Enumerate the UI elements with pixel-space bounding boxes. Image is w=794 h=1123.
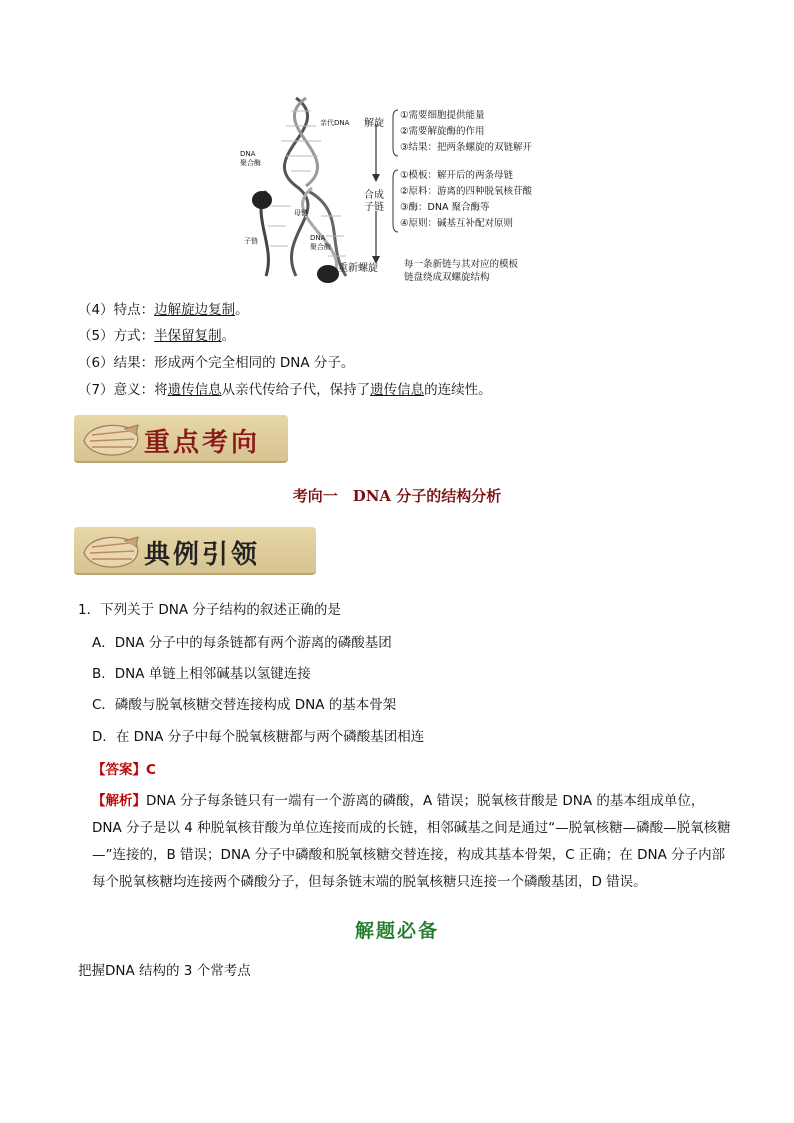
tips-title: 解题必备 [354,920,439,942]
label-rewind: 重新螺旋 [338,263,378,274]
analysis-paragraph [92,788,732,896]
dna-replication-diagram [236,96,566,288]
point-5: （5）方式：半保留复制。 [78,328,236,344]
label-daughter-chain: 子链 [244,237,258,245]
shell-icon [80,419,142,459]
point-4: （4）特点：边解旋边复制。 [78,302,249,318]
label-synthesize: 合成 子链 [364,190,384,213]
question-option: B．DNA 单链上相邻碱基以氢键连接 [92,666,311,682]
analysis-tag: 【解析】 [92,793,146,809]
label-dna-polymerase-top: DNA 聚合酶 [240,150,261,167]
banner-key-directions [74,415,288,461]
unwind-item: ③结果：把两条螺旋的双链解开 [400,142,533,153]
question-stem: 1．下列关于 DNA 分子结构的叙述正确的是 [78,602,341,618]
highlight-text: 半保留复制 [154,328,222,344]
highlight-text: 边解旋边复制 [154,302,236,318]
synth-item: ②原料：游离的四种脱氧核苷酸 [400,186,533,197]
rewind-text-line: 链盘绕成双螺旋结构 [404,272,490,283]
shell-icon [80,531,142,571]
question-option: C．磷酸与脱氧核糖交替连接构成 DNA 的基本骨架 [92,697,397,713]
banner-examples [74,527,316,573]
synth-item: ①模板：解开后的两条母链 [400,170,514,181]
rewind-text-line: 每一条新链与其对应的模板 [404,259,519,270]
unwind-item: ②需要解旋酶的作用 [400,126,485,137]
tips-line: 把握DNA 结构的 3 个常考点 [78,963,251,979]
section-title: 考向一 DNA 分子的结构分析 [292,487,502,505]
point-7: （7）意义：将遗传信息从亲代传给子代，保持了遗传信息的连续性。 [78,382,492,398]
unwind-item: ①需要细胞提供能量 [400,110,485,121]
synth-list [400,168,532,232]
answer-value: C [146,762,156,778]
label-unwind: 解旋 [364,118,384,129]
synth-item: ③酶：DNA 聚合酶等 [400,202,490,213]
question-option: A．DNA 分子中的每条链都有两个游离的磷酸基团 [92,635,392,651]
rewind-text [404,258,518,284]
question-option: D．在 DNA 分子中每个脱氧核糖都与两个磷酸基团相连 [92,729,425,745]
synth-item: ④原则：碱基互补配对原则 [400,218,514,229]
label-mother-chain: 母链 [294,209,308,217]
point-6: （6）结果：形成两个完全相同的 DNA 分子。 [78,355,355,371]
answer-tag: 【答案】 [92,762,146,778]
banner-title: 重点考向 [144,428,261,458]
label-parent-dna: 亲代DNA [320,119,350,127]
unwind-list [400,108,532,156]
answer-line [92,761,156,779]
banner-title: 典例引领 [144,540,261,570]
analysis-text: DNA 分子每条链只有一端有一个游离的磷酸，A 错误；脱氧核苷酸是 DNA 的基本组成单位，DNA 分子是以 4 种脱氧核苷酸为单位连接而成的长链，相邻碱基之间是通过“—脱氧核糖—磷酸—脱氧核糖—”连接的，B 错误；DNA 分子中磷酸和脱氧核糖交替连接，构成其基本骨架，C 正确；在 DNA 分子内部每个脱氧核糖均连接两个磷酸分子，但每条链末端的脱氧核糖只连接一个磷酸基团，D 错误。 [92,793,731,890]
label-dna-polymerase-bottom: DNA 聚合酶 [310,234,331,251]
